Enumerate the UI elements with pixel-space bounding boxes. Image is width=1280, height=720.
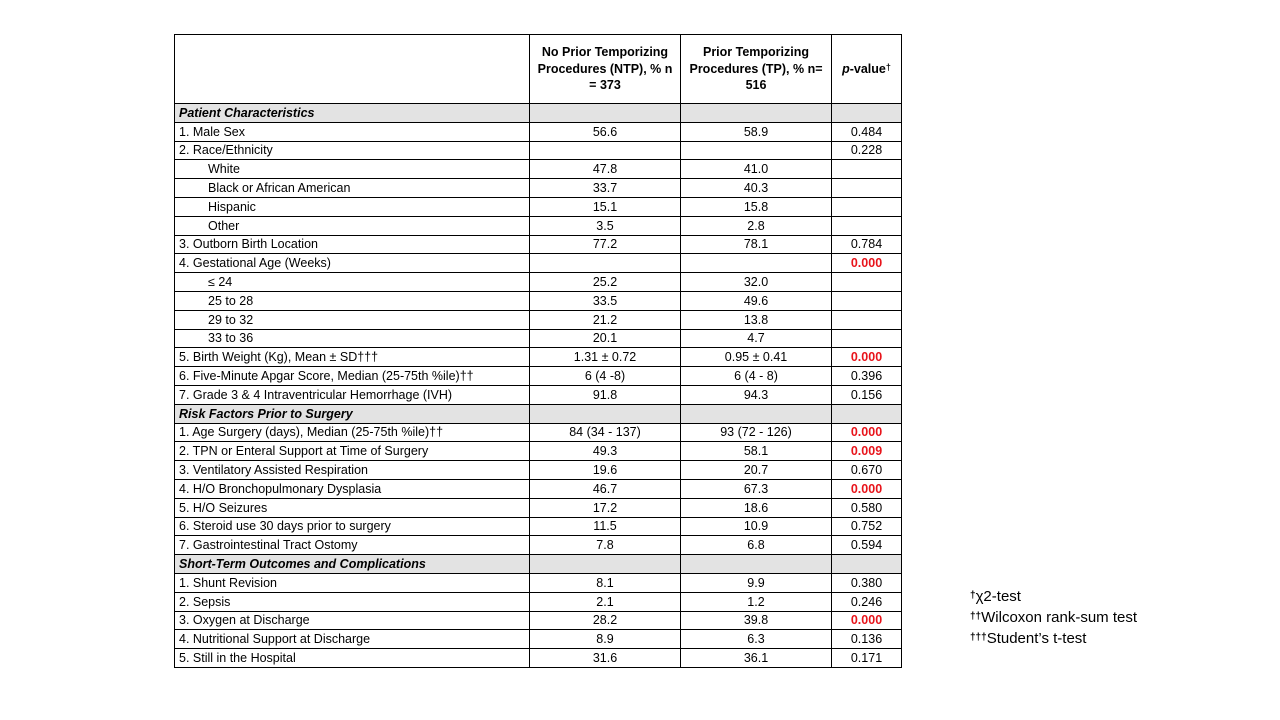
tp-value: 67.3 — [681, 479, 832, 498]
header-pvalue-text: -value — [849, 61, 886, 76]
tp-value — [681, 254, 832, 273]
table-row — [175, 461, 902, 480]
table-row — [175, 498, 902, 517]
row-label: ≤ 24 — [175, 273, 530, 292]
tp-value: 6.8 — [681, 536, 832, 555]
ntp-value: 20.1 — [530, 329, 681, 348]
row-label: 2. TPN or Enteral Support at Time of Surgery — [175, 442, 530, 461]
p-value: 0.246 — [832, 592, 902, 611]
row-label: White — [175, 160, 530, 179]
p-value: 0.009 — [832, 442, 902, 461]
row-label: 5. Birth Weight (Kg), Mean ± SD††† — [175, 348, 530, 367]
tp-value: 78.1 — [681, 235, 832, 254]
table-row — [175, 273, 902, 292]
ntp-value: 21.2 — [530, 310, 681, 329]
tp-value: 41.0 — [681, 160, 832, 179]
section-empty-cell — [832, 104, 902, 123]
ntp-value: 11.5 — [530, 517, 681, 536]
ntp-value: 3.5 — [530, 216, 681, 235]
section-row — [175, 104, 902, 123]
row-label: 6. Steroid use 30 days prior to surgery — [175, 517, 530, 536]
tp-value: 10.9 — [681, 517, 832, 536]
table-row — [175, 649, 902, 668]
row-label: 5. H/O Seizures — [175, 498, 530, 517]
ntp-value — [530, 141, 681, 160]
footnote-text: Wilcoxon rank-sum test — [981, 609, 1137, 626]
table-row — [175, 611, 902, 630]
p-value — [832, 160, 902, 179]
ntp-value: 15.1 — [530, 197, 681, 216]
footnote — [970, 628, 1137, 649]
row-label: Hispanic — [175, 197, 530, 216]
p-value: 0.752 — [832, 517, 902, 536]
row-label: Other — [175, 216, 530, 235]
ntp-value: 46.7 — [530, 479, 681, 498]
p-value — [832, 179, 902, 198]
section-title: Risk Factors Prior to Surgery — [175, 404, 530, 423]
comparison-table — [174, 34, 902, 668]
ntp-value: 49.3 — [530, 442, 681, 461]
row-label: Black or African American — [175, 179, 530, 198]
row-label: 3. Ventilatory Assisted Respiration — [175, 461, 530, 480]
table-row — [175, 348, 902, 367]
p-value: 0.228 — [832, 141, 902, 160]
header-tp: Prior Temporizing Procedures (TP), % n= 516 — [681, 35, 832, 104]
header-pvalue-mark: † — [885, 61, 891, 72]
p-value — [832, 273, 902, 292]
ntp-value: 91.8 — [530, 385, 681, 404]
p-value: 0.670 — [832, 461, 902, 480]
section-row — [175, 404, 902, 423]
p-value: 0.784 — [832, 235, 902, 254]
tp-value: 39.8 — [681, 611, 832, 630]
p-value — [832, 291, 902, 310]
section-empty-cell — [832, 555, 902, 574]
p-value: 0.000 — [832, 254, 902, 273]
section-empty-cell — [530, 404, 681, 423]
footnote-mark: †† — [970, 611, 982, 622]
tp-value: 49.6 — [681, 291, 832, 310]
table-row — [175, 291, 902, 310]
table-row — [175, 179, 902, 198]
row-label: 29 to 32 — [175, 310, 530, 329]
tp-value: 4.7 — [681, 329, 832, 348]
tp-value: 20.7 — [681, 461, 832, 480]
ntp-value: 1.31 ± 0.72 — [530, 348, 681, 367]
ntp-value: 77.2 — [530, 235, 681, 254]
footnote-text: χ2-test — [975, 588, 1021, 605]
row-label: 7. Gastrointestinal Tract Ostomy — [175, 536, 530, 555]
ntp-value: 6 (4 -8) — [530, 367, 681, 386]
section-empty-cell — [530, 104, 681, 123]
ntp-value: 19.6 — [530, 461, 681, 480]
p-value — [832, 216, 902, 235]
tp-value: 94.3 — [681, 385, 832, 404]
p-value: 0.484 — [832, 122, 902, 141]
header-pvalue-p: p — [842, 61, 850, 76]
footnote — [970, 607, 1137, 628]
tp-value: 36.1 — [681, 649, 832, 668]
tp-value: 0.95 ± 0.41 — [681, 348, 832, 367]
row-label: 3. Outborn Birth Location — [175, 235, 530, 254]
table-row — [175, 141, 902, 160]
p-value: 0.156 — [832, 385, 902, 404]
tp-value: 9.9 — [681, 573, 832, 592]
table-row — [175, 479, 902, 498]
tp-value: 58.1 — [681, 442, 832, 461]
p-value: 0.594 — [832, 536, 902, 555]
p-value — [832, 310, 902, 329]
table-row — [175, 630, 902, 649]
table-row — [175, 254, 902, 273]
row-label: 33 to 36 — [175, 329, 530, 348]
ntp-value: 47.8 — [530, 160, 681, 179]
section-empty-cell — [681, 104, 832, 123]
ntp-value: 56.6 — [530, 122, 681, 141]
ntp-value: 84 (34 - 137) — [530, 423, 681, 442]
table-row — [175, 573, 902, 592]
p-value: 0.580 — [832, 498, 902, 517]
table-row — [175, 160, 902, 179]
header-ntp: No Prior Temporizing Procedures (NTP), % n = 373 — [530, 35, 681, 104]
tp-value: 40.3 — [681, 179, 832, 198]
ntp-value: 31.6 — [530, 649, 681, 668]
ntp-value: 8.9 — [530, 630, 681, 649]
footnotes — [970, 586, 1137, 649]
header-row — [175, 35, 902, 104]
tp-value: 58.9 — [681, 122, 832, 141]
row-label: 2. Race/Ethnicity — [175, 141, 530, 160]
table-row — [175, 235, 902, 254]
table-row — [175, 367, 902, 386]
tp-value: 15.8 — [681, 197, 832, 216]
row-label: 2. Sepsis — [175, 592, 530, 611]
p-value: 0.000 — [832, 423, 902, 442]
table-row — [175, 310, 902, 329]
section-empty-cell — [530, 555, 681, 574]
row-label: 6. Five-Minute Apgar Score, Median (25-75th %ile)†† — [175, 367, 530, 386]
row-label: 7. Grade 3 & 4 Intraventricular Hemorrhage (IVH) — [175, 385, 530, 404]
ntp-value: 8.1 — [530, 573, 681, 592]
table-row — [175, 385, 902, 404]
ntp-value: 17.2 — [530, 498, 681, 517]
table-row — [175, 517, 902, 536]
p-value: 0.000 — [832, 479, 902, 498]
ntp-value: 28.2 — [530, 611, 681, 630]
p-value: 0.171 — [832, 649, 902, 668]
table-row — [175, 216, 902, 235]
ntp-value: 2.1 — [530, 592, 681, 611]
tp-value: 32.0 — [681, 273, 832, 292]
row-label: 25 to 28 — [175, 291, 530, 310]
section-row — [175, 555, 902, 574]
section-title: Patient Characteristics — [175, 104, 530, 123]
p-value: 0.136 — [832, 630, 902, 649]
tp-value: 18.6 — [681, 498, 832, 517]
table-row — [175, 536, 902, 555]
section-title: Short-Term Outcomes and Complications — [175, 555, 530, 574]
header-pvalue — [832, 35, 902, 104]
tp-value — [681, 141, 832, 160]
row-label: 1. Age Surgery (days), Median (25-75th %ile)†† — [175, 423, 530, 442]
footnote — [970, 586, 1137, 607]
table-row — [175, 423, 902, 442]
header-label-cell — [175, 35, 530, 104]
p-value: 0.380 — [832, 573, 902, 592]
row-label: 1. Shunt Revision — [175, 573, 530, 592]
ntp-value: 7.8 — [530, 536, 681, 555]
footnote-mark: ††† — [970, 632, 987, 643]
ntp-value: 33.5 — [530, 291, 681, 310]
tp-value: 2.8 — [681, 216, 832, 235]
table-row — [175, 122, 902, 141]
tp-value: 6.3 — [681, 630, 832, 649]
table-row — [175, 592, 902, 611]
tp-value: 1.2 — [681, 592, 832, 611]
p-value — [832, 329, 902, 348]
section-empty-cell — [832, 404, 902, 423]
section-empty-cell — [681, 555, 832, 574]
ntp-value: 33.7 — [530, 179, 681, 198]
section-empty-cell — [681, 404, 832, 423]
table-row — [175, 329, 902, 348]
ntp-value — [530, 254, 681, 273]
tp-value: 93 (72 - 126) — [681, 423, 832, 442]
row-label: 4. Nutritional Support at Discharge — [175, 630, 530, 649]
p-value: 0.000 — [832, 348, 902, 367]
p-value: 0.396 — [832, 367, 902, 386]
tp-value: 13.8 — [681, 310, 832, 329]
row-label: 1. Male Sex — [175, 122, 530, 141]
row-label: 3. Oxygen at Discharge — [175, 611, 530, 630]
row-label: 5. Still in the Hospital — [175, 649, 530, 668]
table-row — [175, 197, 902, 216]
footnote-text: Student’s t-test — [986, 630, 1087, 647]
tp-value: 6 (4 - 8) — [681, 367, 832, 386]
p-value: 0.000 — [832, 611, 902, 630]
table-body — [175, 104, 902, 668]
row-label: 4. Gestational Age (Weeks) — [175, 254, 530, 273]
table-row — [175, 442, 902, 461]
ntp-value: 25.2 — [530, 273, 681, 292]
row-label: 4. H/O Bronchopulmonary Dysplasia — [175, 479, 530, 498]
footnote-mark: † — [970, 590, 976, 601]
p-value — [832, 197, 902, 216]
